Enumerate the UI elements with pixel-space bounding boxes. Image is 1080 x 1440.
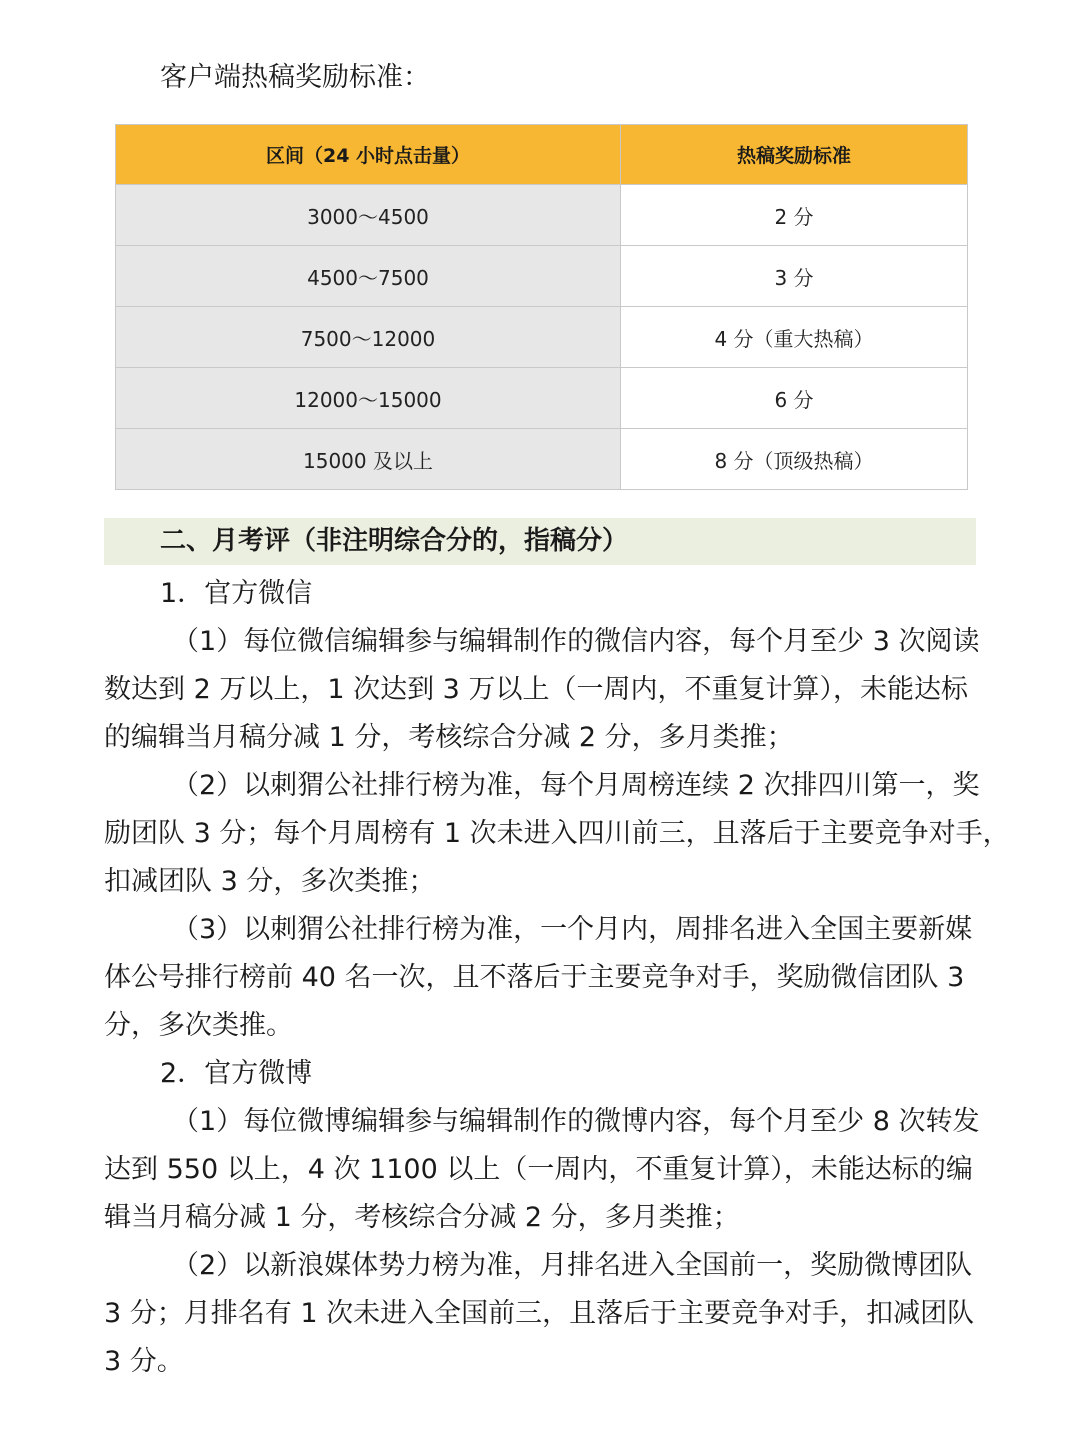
table-header-row	[116, 125, 968, 185]
paragraph-line: 扣减团队 3 分，多次类推；	[104, 866, 436, 897]
cell-score: 4 分（重大热稿）	[621, 307, 968, 368]
weibo-rule-2	[104, 1242, 984, 1386]
table-row	[116, 246, 968, 307]
section-title: 二、月考评（非注明综合分的，指稿分）	[160, 526, 629, 556]
table-intro: 客户端热稿奖励标准：	[160, 62, 430, 93]
header-reward: 热稿奖励标准	[621, 125, 968, 185]
wechat-rule-2	[104, 762, 1010, 906]
table-row	[116, 368, 968, 429]
table-row	[116, 307, 968, 368]
paragraph-line: 体公号排行榜前 40 名一次，且不落后于主要竞争对手，奖励微信团队 3	[104, 962, 965, 993]
paragraph-line: （2）以新浪媒体势力榜为准，月排名进入全国前一，奖励微博团队	[172, 1250, 973, 1281]
paragraph-line: 分，多次类推。	[104, 1010, 293, 1041]
paragraph-line: 数达到 2 万以上，1 次达到 3 万以上（一周内，不重复计算），未能达标	[104, 674, 968, 705]
paragraph-line: 励团队 3 分；每个月周榜有 1 次未进入四川前三，且落后于主要竞争对手，	[104, 818, 1010, 849]
cell-range: 12000～15000	[116, 368, 621, 429]
cell-range: 3000～4500	[116, 185, 621, 246]
cell-score: 3 分	[621, 246, 968, 307]
weibo-rule-1	[104, 1098, 984, 1242]
paragraph-line: 辑当月稿分减 1 分，考核综合分减 2 分，多月类推；	[104, 1202, 740, 1233]
table-row	[116, 429, 968, 490]
cell-score: 2 分	[621, 185, 968, 246]
cell-range: 15000 及以上	[116, 429, 621, 490]
monthly-evaluation-body	[104, 570, 1010, 1386]
weibo-heading: 2．官方微博	[160, 1058, 313, 1089]
paragraph-line: 的编辑当月稿分减 1 分，考核综合分减 2 分，多月类推；	[104, 722, 794, 753]
wechat-rule-1	[104, 618, 984, 762]
paragraph-line: （3）以刺猬公社排行榜为准，一个月内，周排名进入全国主要新媒	[172, 914, 973, 945]
paragraph-line: 3 分；月排名有 1 次未进入全国前三，且落后于主要竞争对手，扣减团队	[104, 1298, 975, 1329]
wechat-rule-3	[104, 906, 984, 1050]
cell-range: 7500～12000	[116, 307, 621, 368]
header-range: 区间（24 小时点击量）	[116, 125, 621, 185]
cell-score: 8 分（顶级热稿）	[621, 429, 968, 490]
cell-range: 4500～7500	[116, 246, 621, 307]
paragraph-line: （2）以刺猬公社排行榜为准，每个月周榜连续 2 次排四川第一，奖	[172, 770, 980, 801]
paragraph-line: 达到 550 以上，4 次 1100 以上（一周内，不重复计算），未能达标的编	[104, 1154, 973, 1185]
wechat-heading: 1．官方微信	[160, 578, 313, 609]
paragraph-line: 3 分。	[104, 1346, 184, 1377]
paragraph-line: （1）每位微博编辑参与编辑制作的微博内容，每个月至少 8 次转发	[172, 1106, 980, 1137]
table-row	[116, 185, 968, 246]
cell-score: 6 分	[621, 368, 968, 429]
hot-article-reward-table	[115, 124, 968, 490]
paragraph-line: （1）每位微信编辑参与编辑制作的微信内容，每个月至少 3 次阅读	[172, 626, 980, 657]
